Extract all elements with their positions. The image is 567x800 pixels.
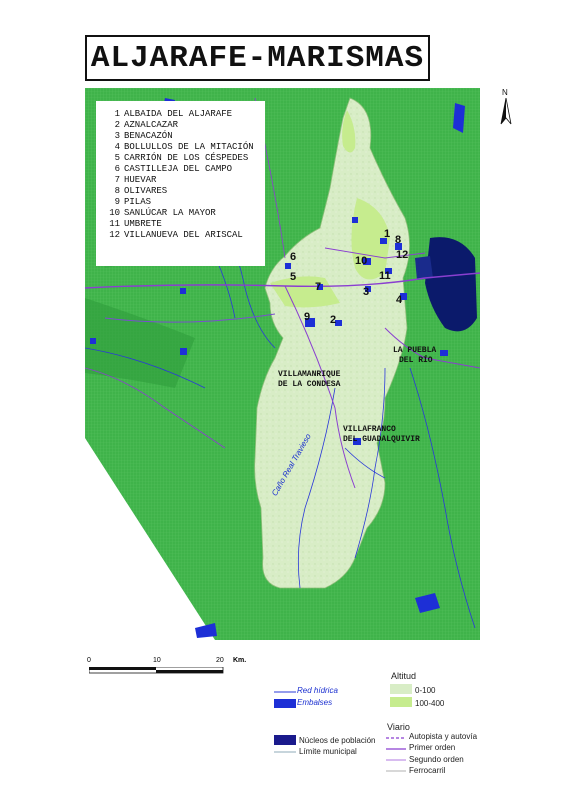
altitude-100-400-swatch: [390, 697, 412, 707]
limite-swatch: [274, 750, 296, 754]
altitude-0-100-swatch: [390, 684, 412, 694]
autopista-swatch: [386, 736, 406, 740]
legend-autopista: Autopista y autovía: [409, 732, 478, 741]
north-arrow: [490, 88, 524, 128]
legend-embalses: Embalses: [297, 698, 333, 707]
municipality-item: [104, 175, 254, 186]
label-puebla-line2: DEL RÍO: [399, 356, 433, 365]
municipality-name: AZNALCAZAR: [124, 120, 179, 130]
legend-segundo: Segundo orden: [409, 755, 464, 764]
municipality-name: HUEVAR: [124, 175, 157, 185]
urban-area: [415, 256, 433, 280]
embalses-swatch: [274, 699, 296, 708]
map-number-11: 11: [379, 270, 391, 282]
municipality-number: 9: [114, 197, 120, 207]
label-puebla-line1: LA PUEBLA: [393, 346, 437, 355]
legend-nucleos: Núcleos de población: [299, 736, 376, 745]
municipality-number: 8: [114, 186, 120, 196]
municipality-name: SANLÚCAR LA MAYOR: [124, 208, 216, 218]
municipality-item: [104, 120, 254, 131]
municipality-name: PILAS: [124, 197, 152, 207]
map-number-5: 5: [290, 271, 297, 283]
municipality-name: CASTILLEJA DEL CAMPO: [124, 164, 233, 174]
municipality-number: 5: [114, 153, 120, 163]
legend-viario-heading: Viario: [387, 722, 410, 732]
legend-primer: Primer orden: [409, 743, 456, 752]
label-villamanrique-line1: VILLAMANRIQUE: [278, 370, 341, 379]
title-box: [85, 35, 430, 81]
legend-red-hidrica: Red hídrica: [297, 686, 338, 695]
label-villafranco-line2: DEL GUADALQUIVIR: [343, 435, 420, 444]
municipality-name: VILLANUEVA DEL ARISCAL: [124, 230, 243, 240]
municipality-item: [104, 230, 254, 241]
north-label: N: [502, 88, 508, 97]
municipality-item: [104, 142, 254, 153]
municipality-item: [104, 109, 254, 120]
nucleos-swatch: [274, 735, 296, 745]
legend-alt-0-100: 0-100: [415, 686, 436, 695]
segundo-orden-swatch: [386, 758, 406, 762]
label-villamanrique-line2: DE LA CONDESA: [278, 380, 341, 389]
legend-ferrocarril: Ferrocarril: [409, 766, 446, 775]
map-title: ALJARAFE-MARISMAS: [90, 41, 425, 76]
map-number-9: 9: [304, 311, 311, 323]
scale-tick-10: 10: [153, 657, 161, 664]
map-number-4: 4: [396, 294, 403, 306]
map-number-12: 12: [396, 249, 409, 261]
municipality-name: OLIVARES: [124, 186, 168, 196]
municipality-name: BOLLULLOS DE LA MITACIÓN: [124, 142, 254, 152]
ferrocarril-swatch: [386, 769, 406, 773]
municipality-number: 2: [114, 120, 120, 130]
municipality-item: [104, 186, 254, 197]
municipality-name: UMBRETE: [124, 219, 162, 229]
map-number-6: 6: [290, 251, 297, 263]
municipality-name: CARRIÓN DE LOS CÉSPEDES: [124, 153, 249, 163]
map-number-2: 2: [330, 314, 337, 326]
legend-altitud-heading: Altitud: [391, 671, 417, 681]
municipality-number: 10: [109, 208, 120, 218]
municipality-name: BENACAZÓN: [124, 131, 173, 141]
red-hidrica-swatch: [274, 690, 296, 694]
municipality-item: [104, 208, 254, 219]
map-number-8: 8: [395, 234, 402, 246]
municipality-number: 11: [109, 219, 120, 229]
municipality-number: 1: [114, 109, 120, 119]
map-number-3: 3: [363, 286, 370, 298]
label-villafranco-line1: VILLAFRANCO: [343, 425, 396, 434]
municipality-number: 12: [109, 230, 120, 240]
scale-tick-20: 20: [216, 657, 224, 664]
municipality-item: [104, 197, 254, 208]
municipality-number: 7: [114, 175, 120, 185]
municipality-list: [104, 109, 254, 241]
municipality-number: 6: [114, 164, 120, 174]
municipality-number: 4: [114, 142, 120, 152]
north-arrow-icon: [490, 98, 524, 128]
municipality-name: ALBAIDA DEL ALJARAFE: [124, 109, 233, 119]
municipality-item: [104, 131, 254, 142]
municipality-item: [104, 164, 254, 175]
map-number-10: 10: [355, 255, 368, 267]
scale-tick-0: 0: [87, 657, 91, 664]
municipality-number: 3: [114, 131, 120, 141]
municipality-item: [104, 219, 254, 230]
scale-unit: Km.: [233, 657, 247, 664]
map-number-1: 1: [384, 228, 391, 240]
reservoir: [453, 103, 465, 133]
municipality-item: [104, 153, 254, 164]
municipality-legend: [96, 101, 265, 266]
map-number-7: 7: [315, 281, 322, 293]
label-cano-real-travieso: Caño Real Travieso: [270, 432, 313, 498]
legend-alt-100-400: 100-400: [415, 699, 445, 708]
scale-bar: [85, 657, 255, 679]
scale-bar-graphic: [89, 667, 229, 677]
primer-orden-swatch: [386, 747, 406, 751]
legend-limite: Límite municipal: [299, 747, 357, 756]
